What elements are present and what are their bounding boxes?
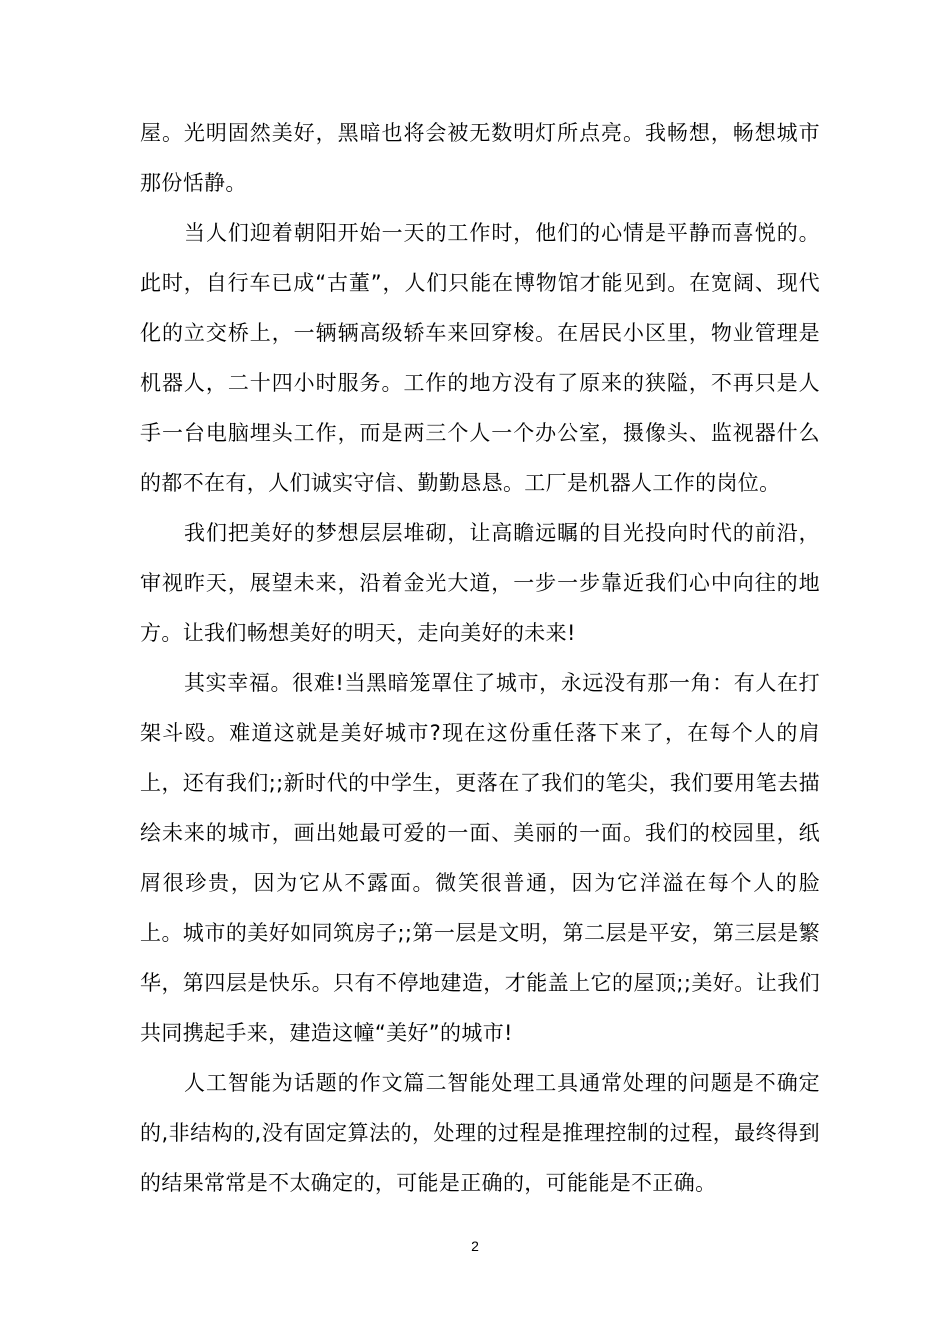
paragraph-5: 人工智能为话题的作文篇二智能处理工具通常处理的问题是不确定的,非结构的,没有固定算法的，处理的过程是推理控制的过程，最终得到的结果常常是不太确定的，可能是正确的，可能能是不正确。 <box>140 1071 820 1195</box>
paragraph-1: 屋。光明固然美好，黑暗也将会被无数明灯所点亮。我畅想，畅想城市那份恬静。 <box>140 121 820 195</box>
paragraph-3: 我们把美好的梦想层层堆砌，让高瞻远瞩的目光投向时代的前沿，审视昨天，展望未来，沿着金光大道，一步一步靠近我们心中向往的地方。让我们畅想美好的明天，走向美好的未来! <box>140 521 820 645</box>
page-number: 2 <box>471 1238 479 1254</box>
paragraph-4: 其实幸福。很难!当黑暗笼罩住了城市，永远没有那一角：有人在打架斗殴。难道这就是美好城市?现在这份重任落下来了，在每个人的肩上，还有我们;;新时代的中学生，更落在了我们的笔尖，我们要用笔去描绘未来的城市，画出她最可爱的一面、美丽的一面。我们的校园里，纸屑很珍贵，因为它从不露面。微笑很普通，因为它洋溢在每个人的脸上。城市的美好如同筑房子;;第一层是文明，第二层是平安，第三层是繁华，第四层是快乐。只有不停地建造，才能盖上它的屋顶;;美好。让我们共同携起手来，建造这幢“美好”的城市! <box>140 671 820 1045</box>
document-body <box>140 108 820 1208</box>
paragraph-2: 当人们迎着朝阳开始一天的工作时，他们的心情是平静而喜悦的。此时，自行车已成“古董”，人们只能在博物馆才能见到。在宽阔、现代化的立交桥上，一辆辆高级轿车来回穿梭。在居民小区里，物业管理是机器人，二十四小时服务。工作的地方没有了原来的狭隘，不再只是人手一台电脑埋头工作，而是两三个人一个办公室，摄像头、监视器什么的都不在有，人们诚实守信、勤勤恳恳。工厂是机器人工作的岗位。 <box>140 221 820 495</box>
